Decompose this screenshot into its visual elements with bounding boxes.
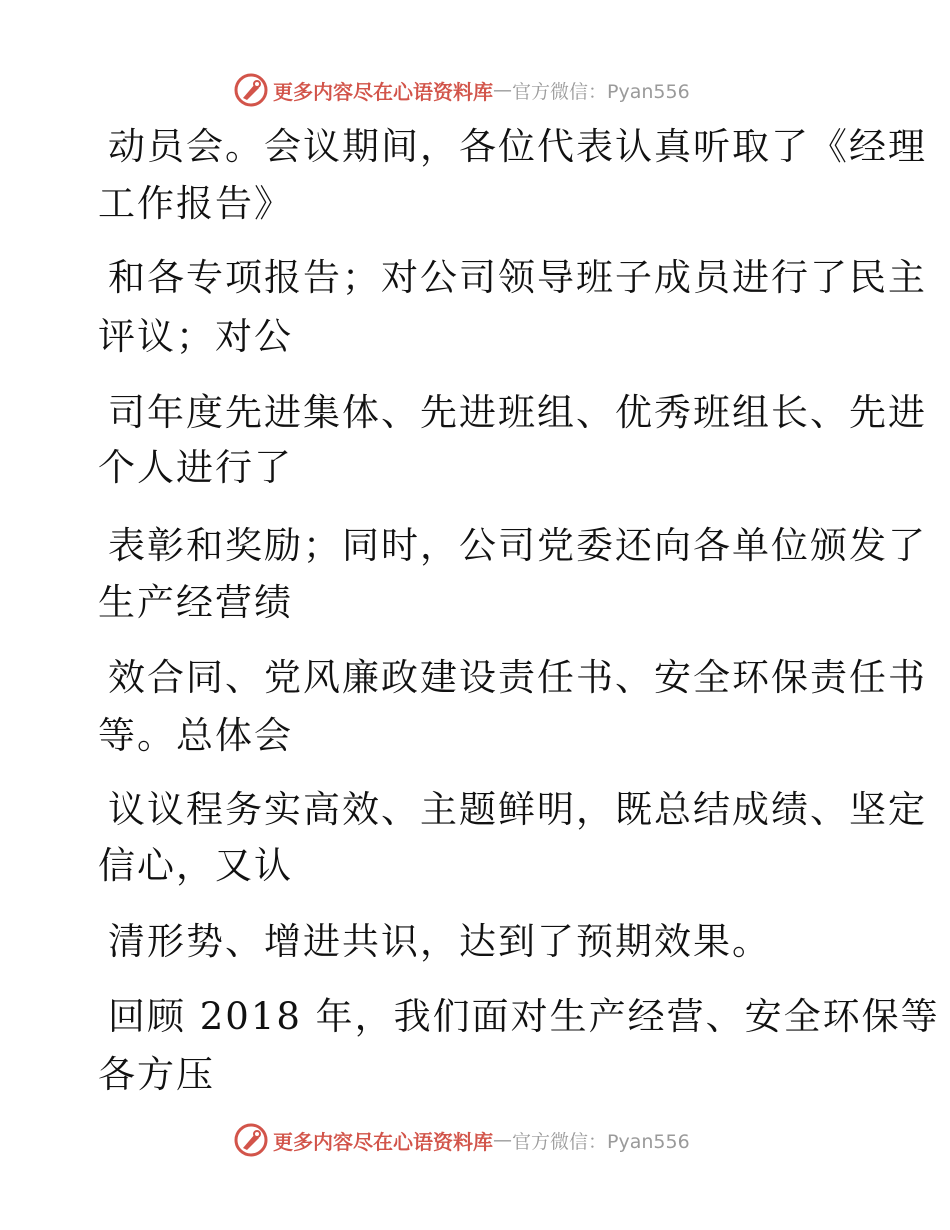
pen-nib-logo-icon bbox=[233, 1122, 269, 1158]
banner-wechat: 官方微信：Pyan556 bbox=[512, 80, 690, 103]
text-line: 议议程务实高效、主题鲜明，既总结成绩、坚定 bbox=[108, 788, 927, 831]
pen-nib-logo-icon bbox=[233, 72, 269, 108]
banner-title: 更多内容尽在心语资料库 bbox=[273, 1129, 493, 1154]
text-line: 司年度先进集体、先进班组、优秀班组长、先进 bbox=[108, 391, 927, 434]
text-line: 等。总体会 bbox=[98, 714, 293, 757]
text-line: 各方压 bbox=[98, 1053, 215, 1096]
text-line: 工作报告》 bbox=[98, 182, 293, 225]
text-line: 动员会。会议期间，各位代表认真听取了《经理 bbox=[108, 125, 927, 168]
banner-dash: — bbox=[493, 79, 512, 101]
header-banner bbox=[233, 70, 690, 110]
text-line: 回顾 2018 年，我们面对生产经营、安全环保等 bbox=[108, 995, 940, 1038]
text-line: 个人进行了 bbox=[98, 446, 293, 489]
text-line: 清形势、增进共识，达到了预期效果。 bbox=[108, 920, 771, 963]
banner-dash: — bbox=[493, 1129, 512, 1151]
text-line: 和各专项报告；对公司领导班子成员进行了民主 bbox=[108, 256, 927, 299]
text-line: 评议；对公 bbox=[98, 315, 293, 358]
footer-banner bbox=[233, 1120, 690, 1160]
text-line: 表彰和奖励；同时，公司党委还向各单位颁发了 bbox=[108, 524, 927, 567]
text-line: 信心，又认 bbox=[98, 844, 293, 887]
banner-title: 更多内容尽在心语资料库 bbox=[273, 79, 493, 104]
banner-wechat: 官方微信：Pyan556 bbox=[512, 1130, 690, 1153]
text-line: 效合同、党风廉政建设责任书、安全环保责任书 bbox=[108, 656, 927, 699]
text-line: 生产经营绩 bbox=[98, 581, 293, 624]
